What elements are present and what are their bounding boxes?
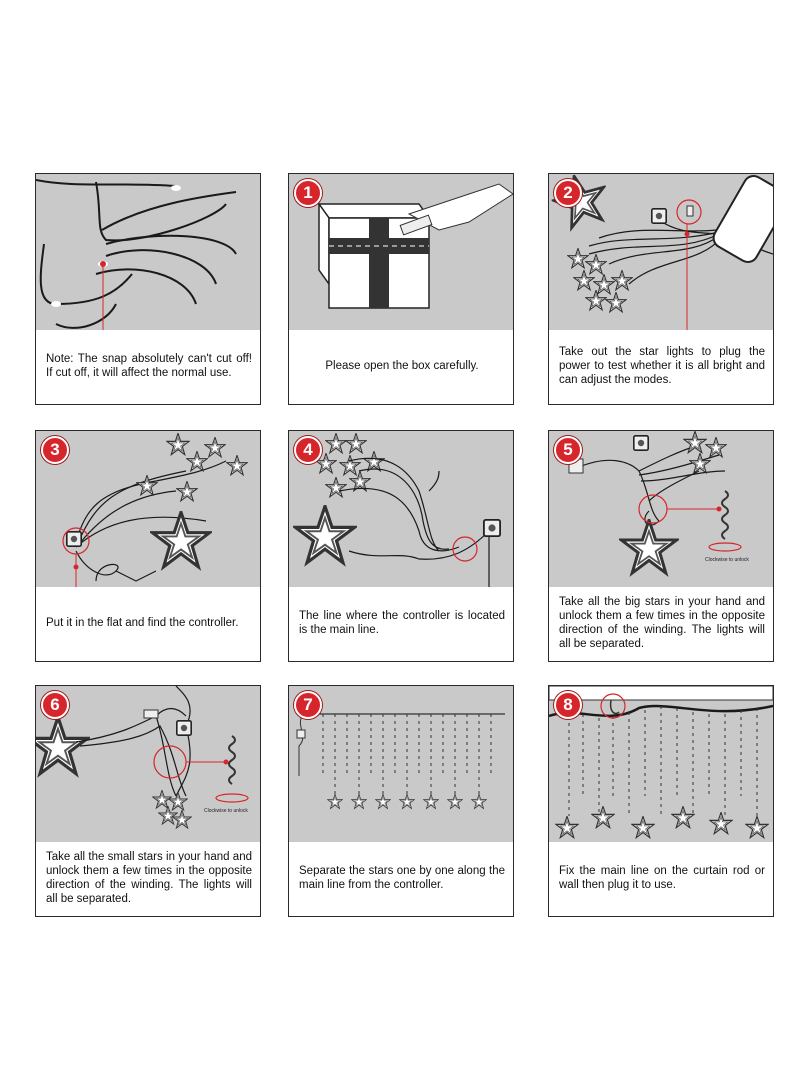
main-line-illustration [289,431,513,587]
step-caption: The line where the controller is located is the main line. [299,610,505,636]
step-number-badge: 8 [554,691,582,719]
step-note-panel [35,173,261,405]
snap-illustration [36,174,260,330]
step-caption: Take all the big stars in your hand and unlock them a few times in the opposite direction of the winding. The lights will all be separated. [559,596,765,650]
unlock-direction-label: Clockwise to unlock [204,808,248,814]
step-1-panel [288,173,514,405]
step-caption: Separate the stars one by one along the main line from the controller. [299,865,505,891]
step-caption: Take all the small stars in your hand and unlock them a few times in the opposite direction of the winding. The lights will all be separated. [46,851,252,905]
separate-stars-illustration [289,686,513,842]
step-caption: Put it in the flat and find the controller. [46,617,239,629]
step-4-panel [288,430,514,662]
unlock-direction-label: Clockwise to unlock [705,557,749,563]
step-number-badge: 4 [294,436,322,464]
step-caption: Take out the star lights to plug the power to test whether it is all bright and can adjust the modes. [559,346,765,386]
step-number-badge: 1 [294,179,322,207]
step-6-panel [35,685,261,917]
test-power-illustration [549,174,773,330]
step-caption: Please open the box carefully. [325,360,479,372]
step-number-badge: 6 [41,691,69,719]
step-3-panel [35,430,261,662]
step-number-badge: 3 [41,436,69,464]
unwind-small-stars-illustration [36,686,260,842]
step-8-panel [548,685,774,917]
step-caption: Note: The snap absolutely can't cut off! If cut off, it will affect the normal use. [46,353,252,379]
install-curtain-illustration [549,686,773,842]
step-number-badge: 2 [554,179,582,207]
step-2-panel [548,173,774,405]
flat-layout-illustration [36,431,260,587]
step-5-panel [548,430,774,662]
step-number-badge: 7 [294,691,322,719]
box-illustration [289,174,513,330]
unwind-big-stars-illustration [549,431,773,587]
step-caption: Fix the main line on the curtain rod or wall then plug it to use. [559,865,765,891]
step-number-badge: 5 [554,436,582,464]
step-7-panel [288,685,514,917]
